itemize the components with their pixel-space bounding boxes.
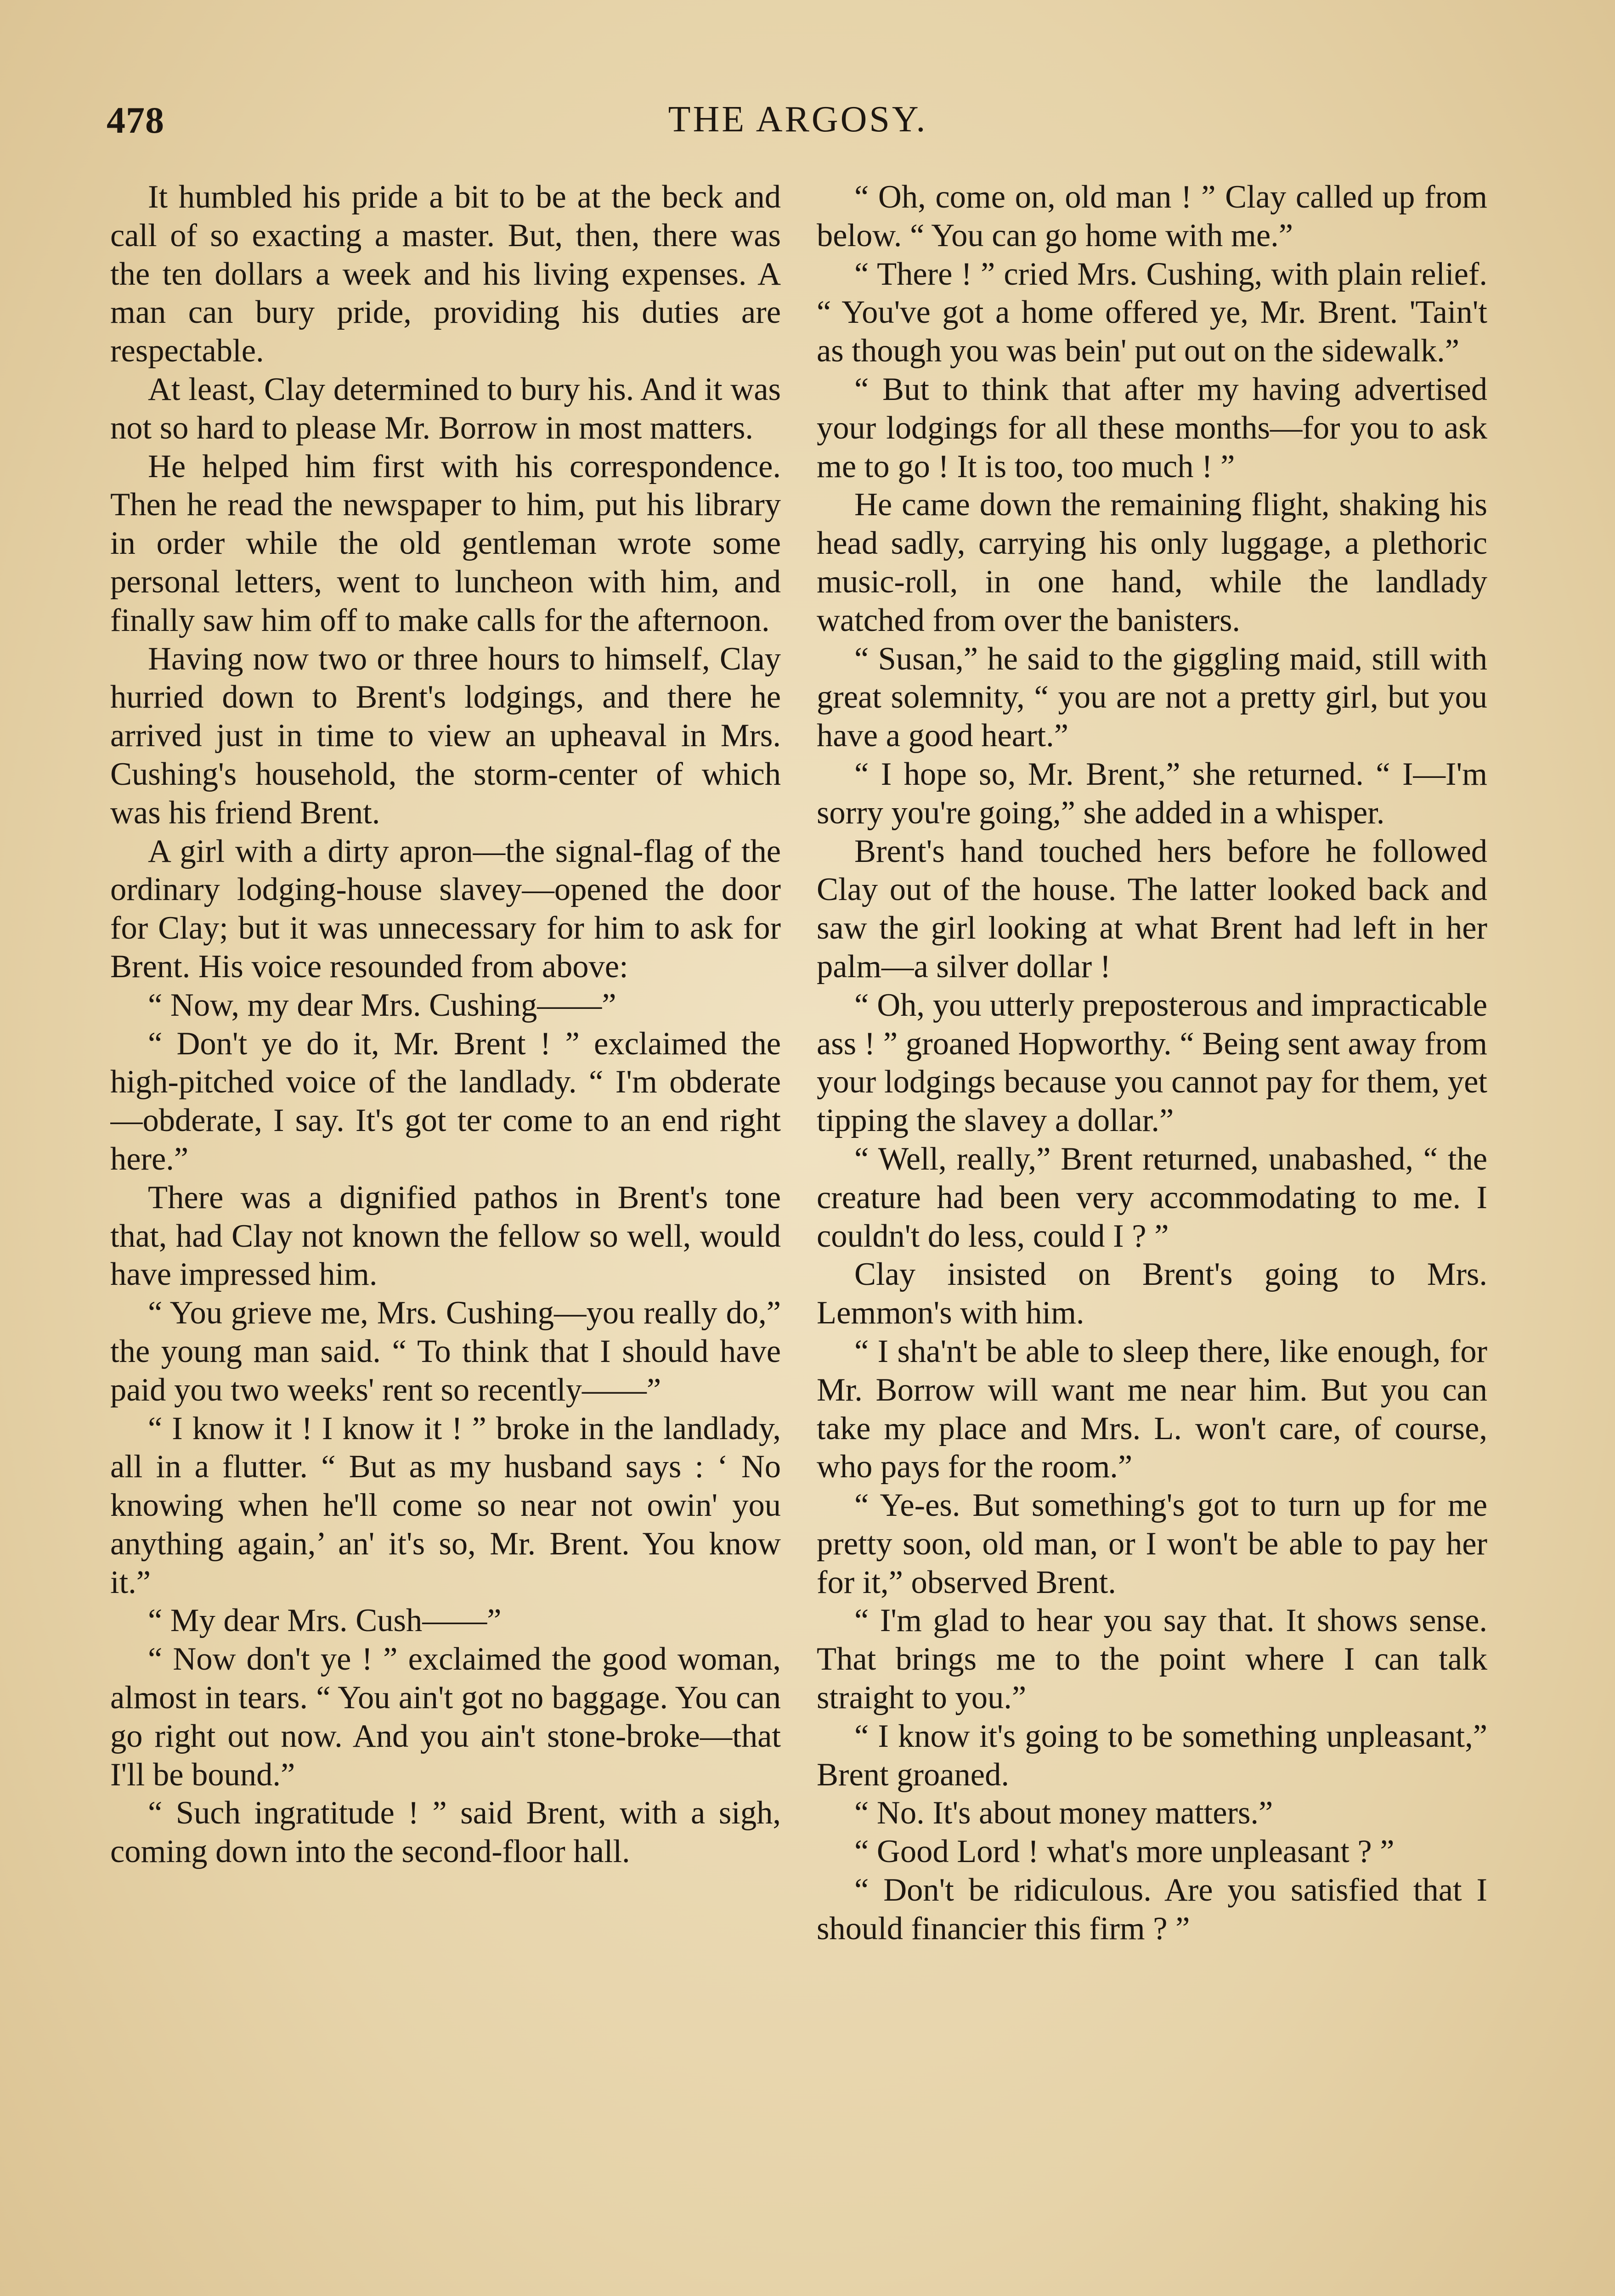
- paragraph: Having now two or three hours to himself, Clay hurried down to Brent's lodgings, and there he arrived just in time to view an upheaval in Mrs. Cushing's household, the storm-center of which was his friend Brent.: [110, 641, 781, 831]
- paragraph: At least, Clay determined to bury his. And it was not so hard to please Mr. Borrow in most matters.: [110, 371, 781, 446]
- page-header: [107, 99, 1489, 154]
- page-number: 478: [107, 99, 164, 141]
- paragraph: “ I know it ! I know it ! ” broke in the landlady, all in a flutter. “ But as my husband says : ‘ No knowing when he'll come so near not owin' you anything again,’ an' it's so, Mr. Brent. You know it.”: [110, 1410, 781, 1600]
- text-column-right: [817, 178, 1487, 2296]
- running-title: THE ARGOSY.: [668, 99, 928, 140]
- paragraph: There was a dignified pathos in Brent's tone that, had Clay not known the fellow so well, would have impressed him.: [110, 1179, 781, 1293]
- paragraph: “ Don't ye do it, Mr. Brent ! ” exclaimed the high-pitched voice of the landlady. “ I'm obderate—obderate, I say. It's got ter come to an end right here.”: [110, 1025, 781, 1177]
- paragraph: “ I'm glad to hear you say that. It shows sense. That brings me to the point where I can talk straight to you.”: [817, 1603, 1487, 1716]
- paragraph: “ Now don't ye ! ” exclaimed the good woman, almost in tears. “ You ain't got no baggage. You can go right out now. And you ain't stone-broke—that I'll be bound.”: [110, 1641, 781, 1793]
- paragraph: “ Good Lord ! what's more unpleasant ? ”: [854, 1834, 1395, 1870]
- paragraph: “ I hope so, Mr. Brent,” she returned. “ I—I'm sorry you're going,” she added in a whisper.: [817, 756, 1487, 831]
- paragraph: “ Now, my dear Mrs. Cushing——”: [148, 987, 616, 1023]
- paragraph: A girl with a dirty apron—the signal-flag of the ordinary lodging-house slavey—opened the door for Clay; but it was unnecessary for him to ask for Brent. His voice resounded from above:: [110, 833, 781, 985]
- paragraph: “ I know it's going to be something unpleasant,” Brent groaned.: [817, 1718, 1487, 1793]
- paragraph: “ Ye-es. But something's got to turn up for me pretty soon, old man, or I won't be able to pay her for it,” observed Brent.: [817, 1487, 1487, 1600]
- paragraph: Clay insisted on Brent's going to Mrs. Lemmon's with him.: [817, 1256, 1487, 1331]
- paragraph: He helped him first with his correspondence. Then he read the newspaper to him, put his library in order while the old gentleman wrote some personal letters, went to luncheon with him, and finally saw him off to make calls for the afternoon.: [110, 448, 781, 638]
- paragraph: “ No. It's about money matters.”: [854, 1795, 1273, 1831]
- paragraph: He came down the remaining flight, shaking his head sadly, carrying his only luggage, a plethoric music-roll, in one hand, while the landlady watched from over the banisters.: [817, 487, 1487, 638]
- paragraph: “ You grieve me, Mrs. Cushing—you really do,” the young man said. “ To think that I should have paid you two weeks' rent so recently——”: [110, 1295, 781, 1408]
- paragraph: “ Well, really,” Brent returned, unabashed, “ the creature had been very accommodating to me. I couldn't do less, could I ? ”: [817, 1141, 1487, 1254]
- paragraph: Brent's hand touched hers before he followed Clay out of the house. The latter looked back and saw the girl looking at what Brent had left in her palm—a silver dollar !: [817, 833, 1487, 985]
- paragraph: “ There ! ” cried Mrs. Cushing, with plain relief. “ You've got a home offered ye, Mr. Brent. 'Tain't as though you was bein' put out on the sidewalk.”: [817, 256, 1487, 369]
- paragraph: “ But to think that after my having advertised your lodgings for all these months—for you to ask me to go ! It is too, too much ! ”: [817, 371, 1487, 484]
- paragraph: “ Such ingratitude ! ” said Brent, with a sigh, coming down into the second-floor hall.: [110, 1795, 781, 1870]
- paragraph: It humbled his pride a bit to be at the beck and call of so exacting a master. But, then, there was the ten dollars a week and his living expenses. A man can bury pride, providing his duties are respectable.: [110, 179, 781, 369]
- paragraph: “ My dear Mrs. Cush——”: [148, 1603, 502, 1639]
- text-column-left: [110, 178, 781, 2296]
- paragraph: “ Oh, come on, old man ! ” Clay called up from below. “ You can go home with me.”: [817, 179, 1487, 253]
- paragraph: “ Susan,” he said to the giggling maid, still with great solemnity, “ you are not a pretty girl, but you have a good heart.”: [817, 641, 1487, 754]
- paragraph: “ I sha'n't be able to sleep there, like enough, for Mr. Borrow will want me near him. But you can take my place and Mrs. L. won't care, of course, who pays for the room.”: [817, 1333, 1487, 1485]
- paragraph: “ Don't be ridiculous. Are you satisfied that I should financier this firm ? ”: [817, 1872, 1487, 1947]
- paragraph: “ Oh, you utterly preposterous and impracticable ass ! ” groaned Hopworthy. “ Being sent away from your lodgings because you cannot pay for them, yet tipping the slavey a dollar.”: [817, 987, 1487, 1139]
